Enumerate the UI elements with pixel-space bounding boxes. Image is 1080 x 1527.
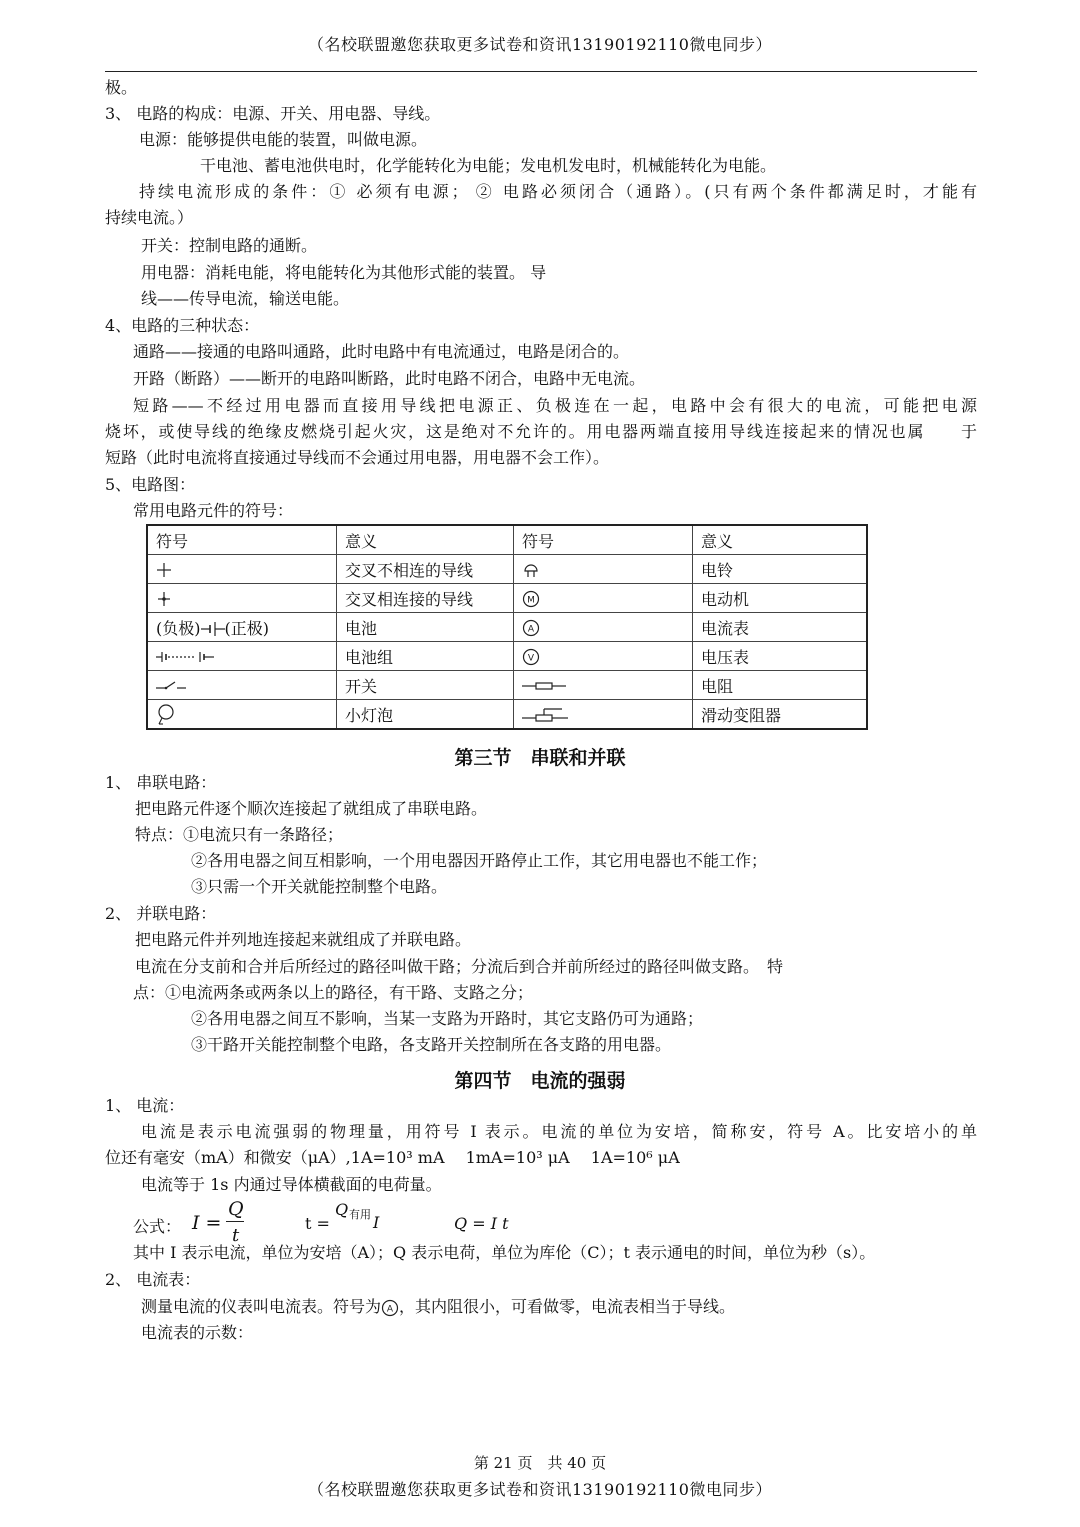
- table-header-cell: 意义: [693, 525, 868, 555]
- cross-connected-symbol-icon: [156, 591, 172, 607]
- svg-text:A: A: [527, 624, 535, 635]
- meaning-cell: 小灯泡: [337, 700, 514, 730]
- table-row: [147, 555, 867, 584]
- text-line: 把电路元件并列地连接起来就组成了并联电路。: [135, 930, 472, 949]
- symbol-cell: [514, 671, 693, 700]
- formula-i-denominator: t: [232, 1225, 240, 1246]
- meaning-cell: 电池: [337, 613, 514, 642]
- text-line: 点：①电流两条或两条以上的路径，有干路、支路之分；: [133, 983, 534, 1002]
- symbol-cell: [514, 700, 693, 730]
- table-header-row: [147, 525, 867, 555]
- text-line: ②各用电器之间互不影响，当某一支路为开路时，其它支路仍可为通路；: [191, 1009, 704, 1028]
- text-line: 开关：控制电路的通断。: [141, 236, 318, 255]
- text-line: 短路——不经过用电器而直接用导线把电源正、负极连在一起，电路中会有很大的电流，可能把电源: [133, 396, 977, 415]
- text-line: 持续电流形成的条件：① 必须有电源； ② 电路必须闭合（通路）。(只有两个条件都满足时，才能有: [139, 182, 977, 201]
- text-segment: ，其内阻很小，可看做零，电流表相当于导线。: [399, 1297, 736, 1316]
- formula-label: 公式：: [133, 1217, 182, 1236]
- page-footer: （名校联盟邀您获取更多试卷和资讯13190192110微电同步）: [308, 1480, 772, 1499]
- text-line: 烧坏，或使导线的绝缘皮燃烧引起火灾，这是绝对不允许的。用电器两端直接用导线连接起来的情况也属 于: [105, 422, 977, 441]
- symbol-table: [146, 524, 868, 730]
- text-line: 1、 电流：: [105, 1096, 185, 1115]
- symbol-cell: [147, 642, 337, 671]
- text-line: 短路（此时电流将直接通过导线而不会通过用电器，用电器不会工作）。: [105, 448, 610, 467]
- meaning-cell: 开关: [337, 671, 514, 700]
- text-line: 用电器：消耗电能，将电能转化为其他形式能的装置。 导: [141, 263, 547, 282]
- section-title: 第三节 串联和并联: [454, 747, 626, 769]
- table-header-cell: 意义: [337, 525, 514, 555]
- rheostat-symbol-icon: [522, 706, 568, 724]
- formula-t-rest: I: [373, 1213, 380, 1232]
- text-line: 极。: [105, 78, 138, 97]
- section-title: 第四节 电流的强弱: [454, 1070, 626, 1092]
- text-line: 线——传导电流，输送电能。: [141, 289, 350, 308]
- svg-text:V: V: [527, 653, 535, 664]
- symbol-cell: [514, 584, 693, 613]
- text-line: 开路（断路）——断开的电路叫断路，此时电路不闭合，电路中无电流。: [133, 369, 646, 388]
- symbol-cell: [147, 555, 337, 584]
- text-line: 电流在分支前和合并后所经过的路径叫做干路；分流后到合并前所经过的路径叫做支路。 特: [135, 957, 784, 976]
- text-line: 干电池、蓄电池供电时，化学能转化为电能；发电机发电时，机械能转化为电能。: [200, 156, 777, 175]
- symbol-cell: [514, 555, 693, 584]
- table-row: [147, 671, 867, 700]
- table-row: [147, 642, 867, 671]
- fraction-bar: [226, 1221, 244, 1222]
- resistor-symbol-icon: [522, 678, 566, 694]
- formula-t-lhs: t =: [305, 1214, 330, 1233]
- bell-symbol-icon: [522, 561, 540, 579]
- meaning-cell: 滑动变阻器: [693, 700, 868, 730]
- svg-text:M: M: [527, 595, 535, 606]
- text-segment: 测量电流的仪表叫电流表。符号为: [141, 1297, 382, 1316]
- meaning-cell: 电阻: [693, 671, 868, 700]
- text-line: 特点：①电流只有一条路径；: [135, 825, 344, 844]
- text-line: 电流等于 1s 内通过导体横截面的电荷量。: [141, 1175, 442, 1194]
- switch-symbol-icon: [156, 678, 186, 694]
- page-number: 第 21 页 共 40 页: [473, 1454, 607, 1472]
- formula-t-numerator: Q: [335, 1200, 349, 1219]
- symbol-cell: [147, 613, 337, 642]
- meaning-cell: 电铃: [693, 555, 868, 584]
- text-line: 电流是表示电流强弱的物理量，用符号 I 表示。电流的单位为安培，简称安，符号 A。比安培小的单: [141, 1122, 977, 1141]
- symbol-cell: [147, 700, 337, 730]
- meaning-cell: 电池组: [337, 642, 514, 671]
- motor-symbol-icon: [522, 590, 540, 608]
- table-row: [147, 700, 867, 730]
- lamp-symbol-icon: [156, 703, 176, 725]
- text-line: 电流表的示数：: [141, 1323, 254, 1342]
- table-row: [147, 584, 867, 613]
- ammeter-symbol-icon: [522, 619, 540, 637]
- formula-i-lhs: I =: [192, 1212, 222, 1234]
- meaning-cell: 电动机: [693, 584, 868, 613]
- page-header: （名校联盟邀您获取更多试卷和资讯13190192110微电同步）: [308, 35, 772, 54]
- text-line: 2、 电流表：: [105, 1270, 201, 1289]
- cross-unconnected-symbol-icon: [156, 562, 172, 578]
- cell-symbol-icon: [201, 621, 225, 637]
- formula-t-subscript: 有用: [349, 1208, 371, 1221]
- text-line: ③只需一个开关就能控制整个电路。: [191, 877, 448, 896]
- text-line: 位还有毫安（mA）和微安（μA）,1A=10³ mA 1mA=10³ μA 1A=10⁶ μA: [105, 1148, 680, 1167]
- svg-text:A: A: [386, 1304, 394, 1314]
- text-line: 把电路元件逐个顺次连接起了就组成了串联电路。: [135, 799, 488, 818]
- formula-i-numerator: Q: [228, 1198, 244, 1220]
- symbol-cell: [147, 671, 337, 700]
- text-line: 常用电路元件的符号：: [133, 501, 294, 520]
- positive-pole-label: (正极): [224, 618, 269, 638]
- text-line: 其中 I 表示电流，单位为安培（A）；Q 表示电荷，单位为库伦（C）；t 表示通电的时间，单位为秒（s）。: [133, 1243, 876, 1262]
- text-line: 1、 串联电路：: [105, 773, 217, 792]
- voltmeter-symbol-icon: [522, 648, 540, 666]
- meaning-cell: 交叉相连接的导线: [337, 584, 514, 613]
- battery-symbol-icon: [156, 649, 214, 665]
- table-row: [147, 613, 867, 642]
- symbol-cell: [514, 642, 693, 671]
- text-line: 持续电流。）: [105, 208, 194, 227]
- meaning-cell: 电流表: [693, 613, 868, 642]
- text-line: 2、 并联电路：: [105, 904, 217, 923]
- symbol-cell: [514, 613, 693, 642]
- text-line: ③干路开关能控制整个电路，各支路开关控制所在各支路的用电器。: [191, 1035, 672, 1054]
- table-header-cell: 符号: [514, 525, 693, 555]
- text-line: ②各用电器之间互相影响，一个用电器因开路停止工作，其它用电器也不能工作；: [191, 851, 768, 870]
- meaning-cell: 交叉不相连的导线: [337, 555, 514, 584]
- text-line: 电源：能够提供电能的装置，叫做电源。: [139, 130, 428, 149]
- symbol-cell: [147, 584, 337, 613]
- formula-q: Q = I t: [454, 1214, 509, 1233]
- text-line: 5、电路图：: [105, 475, 196, 494]
- text-line: 4、电路的三种状态：: [105, 316, 260, 335]
- header-divider: [105, 71, 977, 72]
- meaning-cell: 电压表: [693, 642, 868, 671]
- text-line: 通路——接通的电路叫通路，此时电路中有电流通过，电路是闭合的。: [133, 342, 630, 361]
- ammeter-symbol-icon: [381, 1299, 399, 1317]
- table-header-cell: 符号: [147, 525, 337, 555]
- text-line: 3、 电路的构成：电源、开关、用电器、导线。: [105, 104, 441, 123]
- negative-pole-label: (负极): [156, 618, 201, 638]
- text-line: [141, 1297, 735, 1317]
